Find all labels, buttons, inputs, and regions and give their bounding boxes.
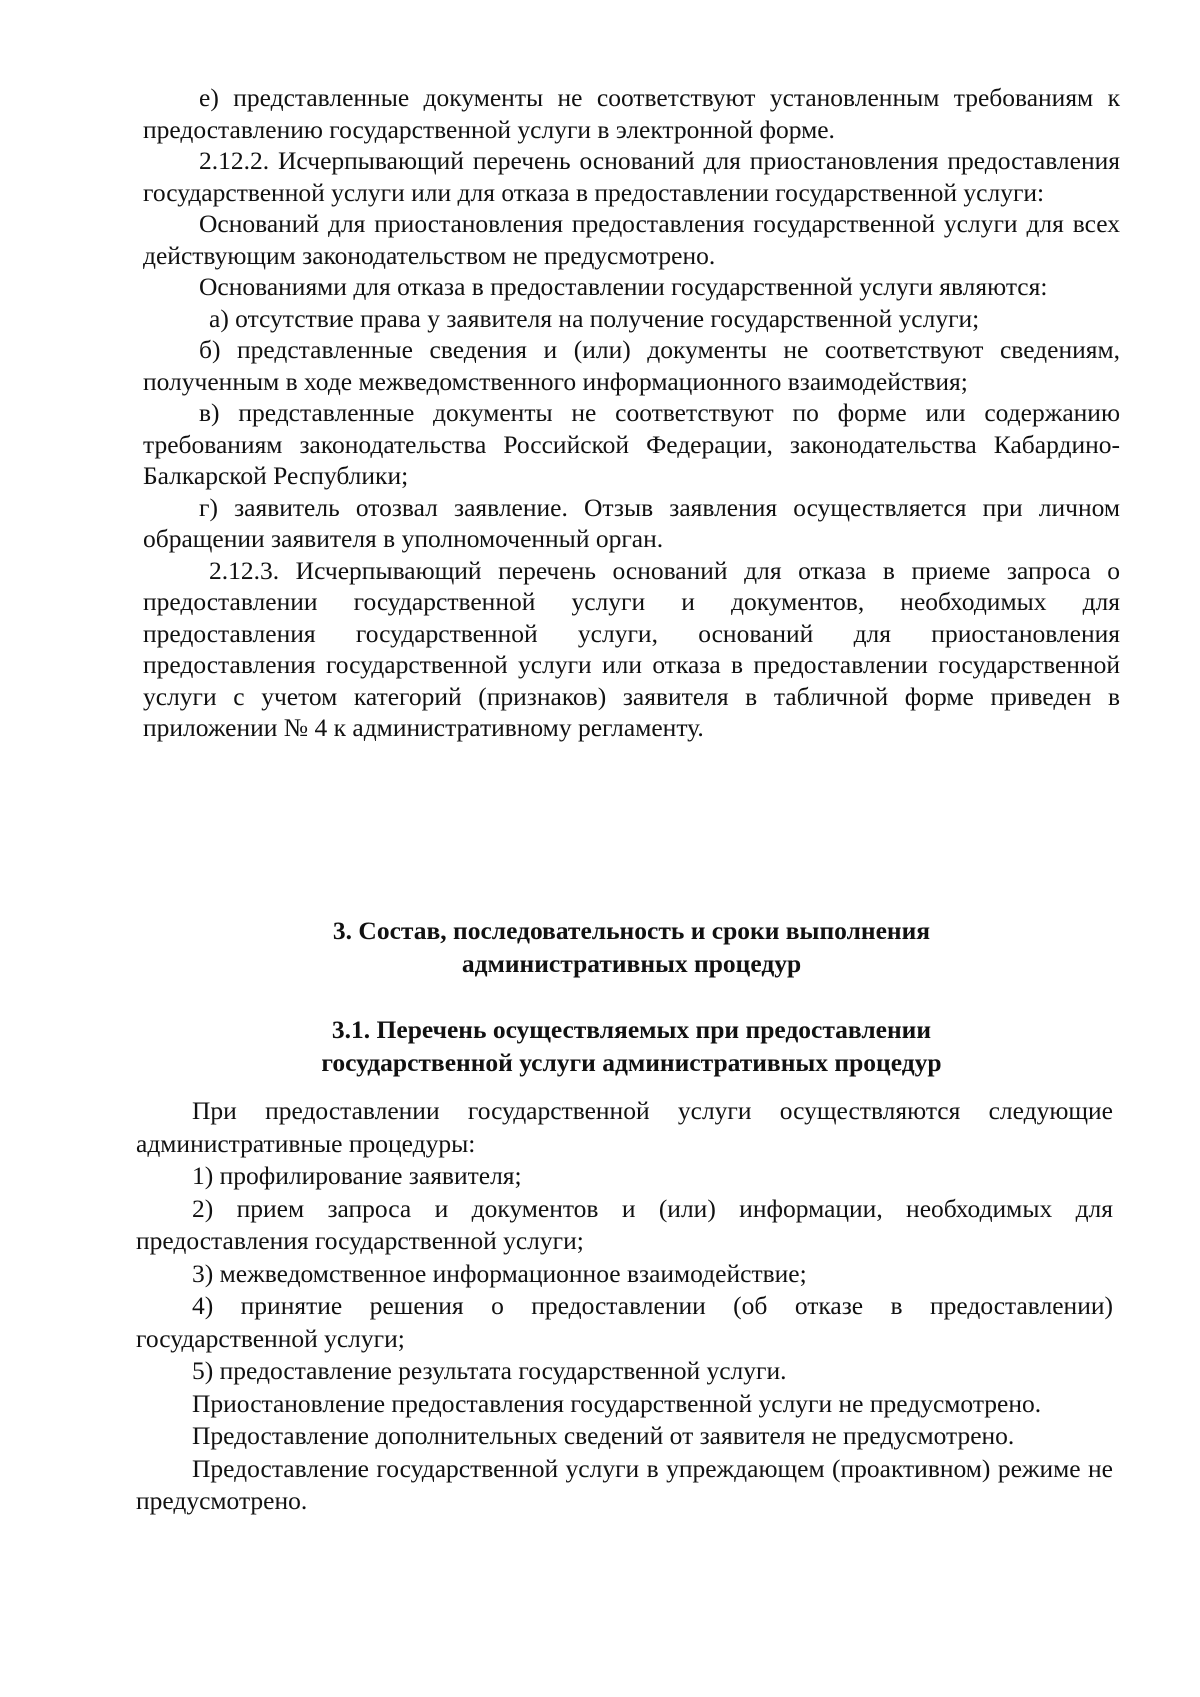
paragraph-procedure-2: 2) прием запроса и документов и (или) информации, необходимых для предоставления государственной услуги; [136, 1193, 1113, 1255]
paragraph-refusal-grounds: Основаниями для отказа в предоставлении государственной услуги являются: [199, 272, 1048, 301]
paragraph-procedure-4: 4) принятие решения о предоставлении (об отказе в предоставлении) государственной услуги; [136, 1291, 1113, 1353]
heading-section-3-line1: 3. Состав, последовательность и сроки выполнения [332, 916, 931, 945]
paragraph-a: а) отсутствие права у заявителя на получение государственной услуги; [209, 303, 980, 333]
paragraph-procedure-1: 1) профилирование заявителя; [192, 1161, 522, 1190]
paragraph-g: г) заявитель отозвал заявление. Отзыв заявления осуществляется при личном обращении заявителя в уполномоченный орган. [143, 492, 1120, 553]
paragraph-2-12-3: 2.12.3. Исчерпывающий перечень оснований для отказа в приеме запроса о предоставлении государственной услуги и документов, необходимых для предоставления государственной услуги, оснований для приостановления предоставления государственной услуги или отказа в предоставлении государственной услуги с учетом категорий (признаков) заявителя в табличной форме приведен в приложении № 4 к административному регламенту. [143, 555, 1120, 742]
paragraph-procedure-3: 3) межведомственное информационное взаимодействие; [192, 1258, 807, 1288]
paragraph-v: в) представленные документы не соответствуют по форме или содержанию требованиям законодательства Российской Федерации, законодательства Кабардино-Балкарской Республики; [143, 398, 1120, 490]
paragraph-no-additional-info: Предоставление дополнительных сведений от заявителя не предусмотрено. [192, 1421, 1015, 1450]
heading-section-3-1 [143, 1013, 1120, 1079]
paragraph-no-proactive: Предоставление государственной услуги в упреждающем (проактивном) режиме не предусмотрено. [136, 1453, 1113, 1515]
paragraph-procedures-intro: При предоставлении государственной услуги осуществляются следующие административные процедуры: [136, 1096, 1113, 1158]
paragraph-e: е) представленные документы не соответствуют установленным требованиям к предоставлению государственной услуги в электронной форме. [143, 83, 1120, 144]
heading-section-3-1-line1: 3.1. Перечень осуществляемых при предоставлении [331, 1015, 932, 1044]
bottom-text-block [136, 1095, 1113, 1518]
top-text-block [143, 82, 1120, 744]
paragraph-no-suspension: Оснований для приостановления предоставления государственной услуги для всех действующим законодательством не предусмотрено. [143, 209, 1120, 270]
heading-section-3 [143, 914, 1120, 980]
paragraph-b: б) представленные сведения и (или) документы не соответствуют сведениям, полученным в ходе межведомственного информационного взаимодействия; [143, 335, 1120, 396]
paragraph-no-suspension-2: Приостановление предоставления государственной услуги не предусмотрено. [192, 1388, 1042, 1418]
paragraph-2-12-2: 2.12.2. Исчерпывающий перечень оснований для приостановления предоставления государственной услуги или для отказа в предоставлении государственной услуги: [143, 146, 1120, 207]
heading-section-3-line2: административных процедур [461, 949, 802, 978]
paragraph-procedure-5: 5) предоставление результата государственной услуги. [192, 1356, 787, 1385]
heading-section-3-1-line2: государственной услуги административных процедур [321, 1048, 942, 1077]
